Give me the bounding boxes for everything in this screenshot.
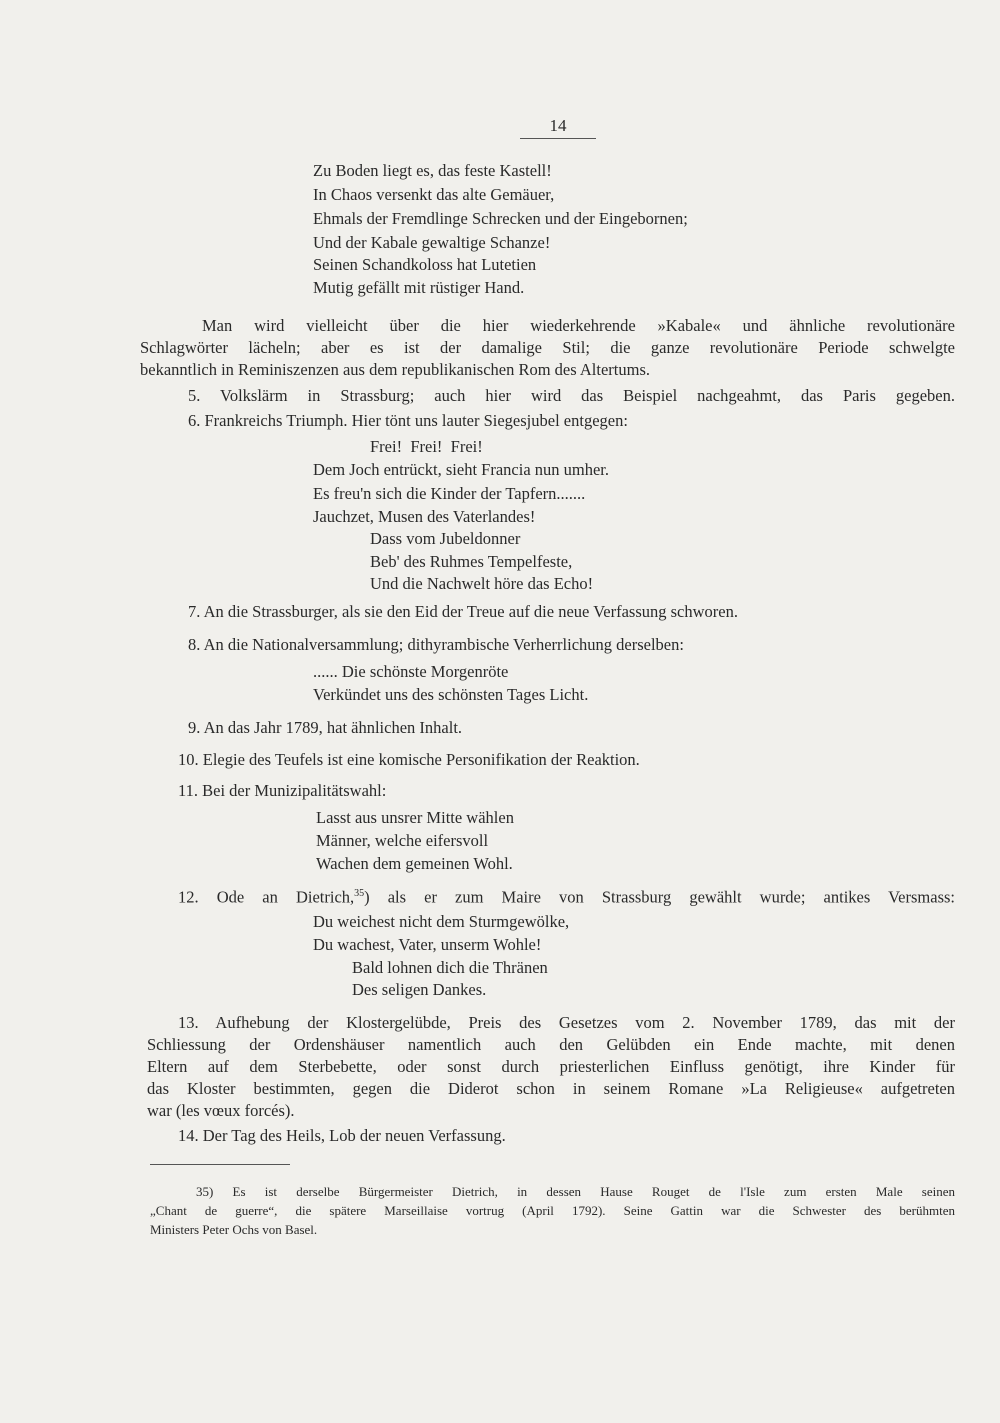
poem2-line-2: Dem Joch entrückt, sieht Francia nun umher. xyxy=(313,460,610,479)
poem1-line-2: In Chaos versenkt das alte Gemäuer, xyxy=(313,185,555,204)
poem1-line-5: Seinen Schandkoloss hat Lutetien xyxy=(313,255,537,274)
poem4-line-2: Männer, welche eifersvoll xyxy=(316,831,489,850)
item-13-line-4: das Kloster bestimmten, gegen die Diderot schon in seinem Romane »La Religieuse« aufgetreten xyxy=(147,1079,955,1098)
item-13-line-3: Eltern auf dem Sterbebette, oder sonst durch priesterlichen Einfluss genötigt, ihre Kinder für xyxy=(147,1057,955,1076)
item-6: 6. Frankreichs Triumph. Hier tönt uns lauter Siegesjubel entgegen: xyxy=(188,411,628,430)
item-13-line-2: Schliessung der Ordenshäuser namentlich auch den Gelübden ein Ende machte, mit denen xyxy=(147,1035,955,1054)
poem1-line-4: Und der Kabale gewaltige Schanze! xyxy=(313,233,551,252)
paragraph-line-1: Man wird vielleicht über die hier wiederkehrende »Kabale« und ähnliche revolutionäre xyxy=(202,316,955,335)
poem4-line-3: Wachen dem gemeinen Wohl. xyxy=(316,854,513,873)
item-13-line-1: 13. Aufhebung der Klostergelübde, Preis des Gesetzes vom 2. November 1789, das mit der xyxy=(178,1013,955,1032)
item-12-rest: ) als er zum Maire von Strassburg gewählt wurde; antikes Versmass: xyxy=(364,887,955,907)
item-14: 14. Der Tag des Heils, Lob der neuen Verfassung. xyxy=(178,1126,506,1145)
poem4-line-1: Lasst aus unsrer Mitte wählen xyxy=(316,808,514,827)
item-8: 8. An die Nationalversammlung; dithyrambische Verherrlichung derselben: xyxy=(188,635,684,654)
item-10: 10. Elegie des Teufels ist eine komische Personifikation der Reaktion. xyxy=(178,750,640,769)
poem2-line-3: Es freu'n sich die Kinder der Tapfern....... xyxy=(313,484,586,503)
poem5-line-1: Du weichest nicht dem Sturmgewölke, xyxy=(313,912,570,931)
poem3-line-2: Verkündet uns des schönsten Tages Licht. xyxy=(313,685,589,704)
footnote-line-1: 35) Es ist derselbe Bürgermeister Dietrich, in dessen Hause Rouget de l'Isle zum ersten Male seinen xyxy=(196,1184,955,1199)
poem1-line-6: Mutig gefällt mit rüstiger Hand. xyxy=(313,278,525,297)
paragraph-line-2: Schlagwörter lächeln; aber es ist der damalige Stil; die ganze revolutionäre Periode schwelgte xyxy=(140,338,955,357)
item-5: 5. Volkslärm in Strassburg; auch hier wird das Beispiel nachgeahmt, das Paris gegeben. xyxy=(188,386,955,405)
paragraph-line-3: bekanntlich in Reminiszenzen aus dem republikanischen Rom des Altertums. xyxy=(140,360,651,379)
page-number-rule xyxy=(520,138,596,139)
item-11: 11. Bei der Munizipalitätswahl: xyxy=(178,781,387,800)
item-13-line-5: war (les vœux forcés). xyxy=(147,1101,295,1120)
footnote-line-3: Ministers Peter Ochs von Basel. xyxy=(150,1222,318,1237)
item-7: 7. An die Strassburger, als sie den Eid der Treue auf die neue Verfassung schworen. xyxy=(188,602,738,621)
poem5-line-2: Du wachest, Vater, unserm Wohle! xyxy=(313,935,542,954)
item-12-lead: 12. Ode an Dietrich, xyxy=(178,887,355,907)
footnote-rule xyxy=(150,1164,290,1165)
poem2-line-1: Frei! Frei! Frei! xyxy=(370,437,483,456)
poem2-line-7: Und die Nachwelt höre das Echo! xyxy=(370,574,594,593)
poem1-line-1: Zu Boden liegt es, das feste Kastell! xyxy=(313,161,552,180)
footnote-ref-35: 35 xyxy=(354,888,365,899)
poem5-line-4: Des seligen Dankes. xyxy=(352,980,487,999)
poem5-line-3: Bald lohnen dich die Thränen xyxy=(352,958,548,977)
poem1-line-3: Ehmals der Fremdlinge Schrecken und der Eingebornen; xyxy=(313,209,688,228)
poem2-line-6: Beb' des Ruhmes Tempelfeste, xyxy=(370,552,573,571)
poem2-line-5: Dass vom Jubeldonner xyxy=(370,529,521,548)
item-9: 9. An das Jahr 1789, hat ähnlichen Inhalt. xyxy=(188,718,463,737)
footnote-line-2: „Chant de guerre“, die spätere Marseillaise vortrug (April 1792). Seine Gattin war die Schwester des berühmten xyxy=(150,1203,955,1218)
page-number: 14 xyxy=(549,116,567,135)
poem3-line-1: ...... Die schönste Morgenröte xyxy=(313,662,509,681)
poem2-line-4: Jauchzet, Musen des Vaterlandes! xyxy=(313,507,536,526)
item-12 xyxy=(178,883,955,909)
